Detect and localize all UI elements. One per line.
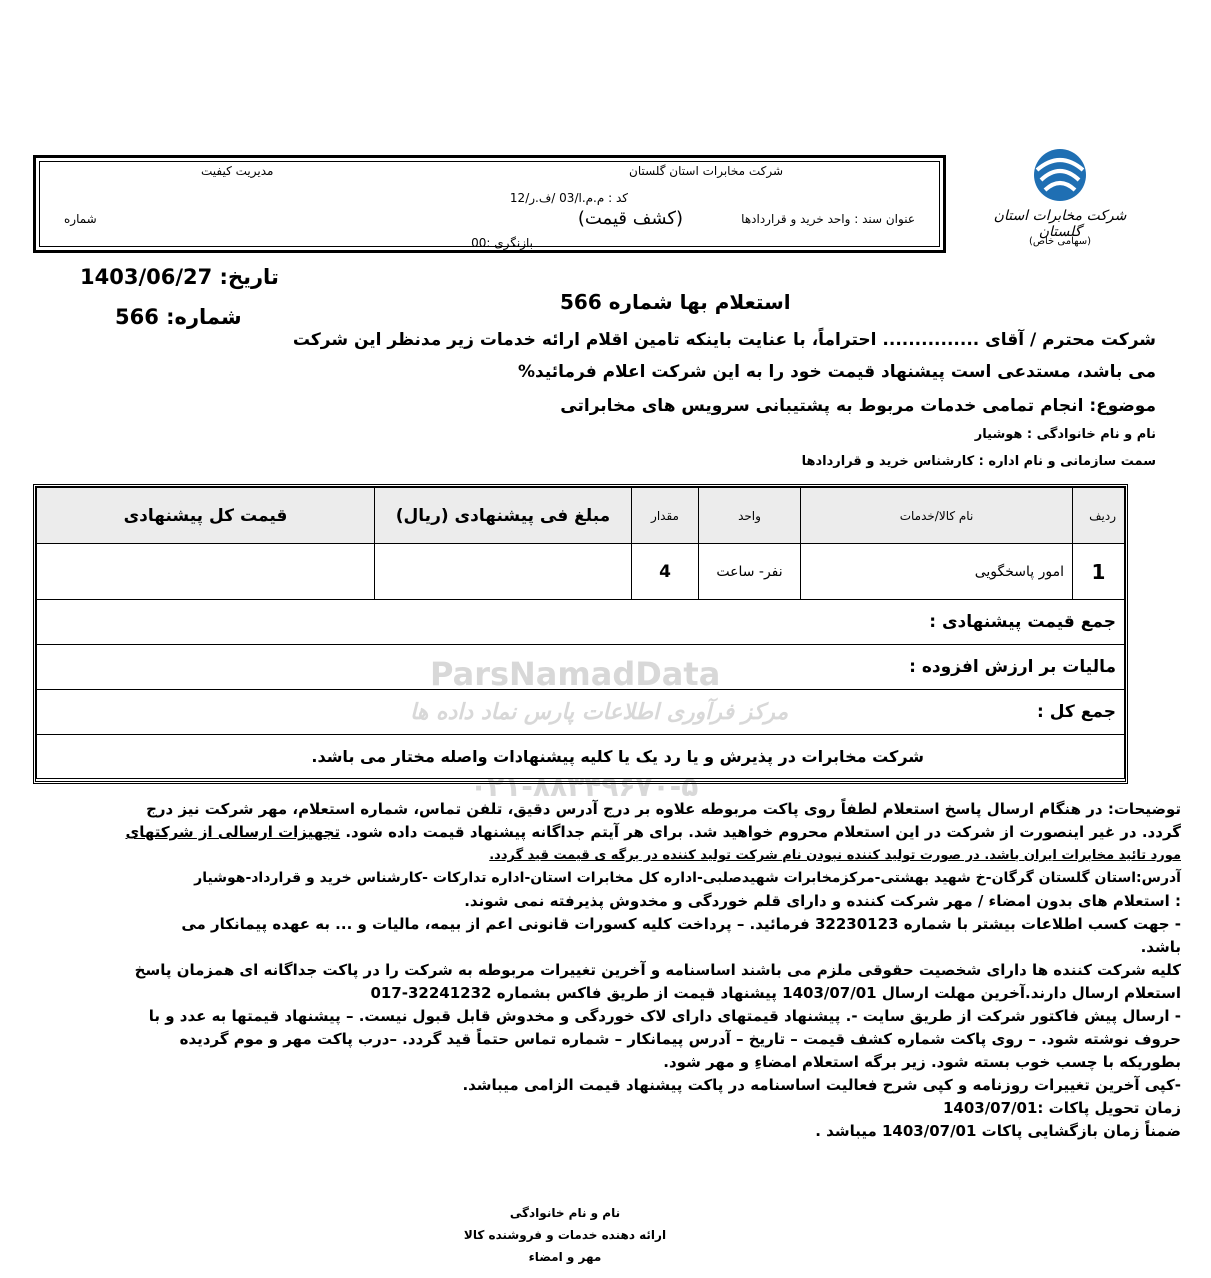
intro-line-2: می باشد، مستدعی است پیشنهاد قیمت خود را به این شرکت اعلام فرمائید% [517,362,1156,382]
note-line: ضمناً زمان بازگشایی پاکات 1403/07/01 میباشد . [815,1122,1181,1140]
doc-title: استعلام بها شماره 566 [560,290,791,314]
table-row [37,544,1125,600]
table-note: شرکت مخابرات در پذیرش و یا رد یک یا کلیه پیشنهادات واصله مختار می باشد. [37,735,1125,779]
note-line: زمان تحویل پاکات :1403/07/01 [942,1099,1181,1117]
header-company: شرکت مخابرات استان گلستان [629,164,783,178]
note-text: گردد. در غیر اینصورت از شرکت در این استعلام محروم خواهید شد. برای هر آیتم جداگانه پیشنهاد قیمت داده شود. [345,823,1181,841]
footer-provider: ارائه دهنده خدمات و فروشنده کالا [463,1228,667,1242]
grand-total-row [37,690,1125,735]
note-underlined: تجهیزات ارسالی از شرکتهای [125,823,341,841]
col-row-header: ردیف [1073,488,1125,544]
header-doc-type: (کشف قیمت) [577,208,683,229]
note-line: کلیه شرکت کننده ها دارای شخصیت حقوقی ملزم می باشند اساسنامه و آخرین تغییرات مربوطه به شرکت را در پاکت جداگانه ای همزمان پاسخ [134,961,1181,979]
vat-row [37,645,1125,690]
logo-text: شرکت مخابرات استان گلستان [993,208,1127,240]
note-line: -کپی آخرین تغییرات روزنامه و کپی شرح فعالیت اساسنامه در پاکت پیشنهاد قیمت الزامی میباشد. [462,1076,1181,1094]
company-logo [985,140,1135,260]
row-number: 1 [1073,544,1125,600]
logo-sub: (سهامی خاص) [1028,236,1092,247]
price-table [33,484,1128,784]
footer-signature: مهر و امضاء [528,1250,602,1264]
note-line: استعلام ارسال دارند.آخرین مهلت ارسال 1403/07/01 پیشنهاد قیمت از طریق فاکس بشماره 32241232-017 [370,984,1181,1002]
header-revision: بازنگری :00 [471,236,533,250]
header-doc-title: عنوان سند : واحد خرید و قراردادها [741,212,915,226]
col-unit-header: واحد [699,488,801,544]
intro-position: سمت سازمانی و نام اداره : کارشناس خرید و قراردادها [801,454,1156,469]
note-line: - ارسال پیش فاکتور شرکت از طریق سایت -. پیشنهاد قیمتهای دارای لاک خوردگی و مخدوش قابل قبول نیست. – پیشنهاد قیمتها به عدد و با [148,1007,1181,1025]
watermark-phone: ۰۲۱-۸۸۳۴۹۶۷۰-۵ [470,770,699,803]
note-line: توضیحات: در هنگام ارسال پاسخ استعلام لطفاً روی پاکت مربوطه علاوه بر درج آدرس دقیق، تلفن تماس، شماره استعلام، مهر شرکت نیز درج [146,800,1181,818]
col-qty-header: مقدار [632,488,699,544]
row-unit: نفر- ساعت [699,544,801,600]
col-total-header: قیمت کل پیشنهادی [37,488,375,544]
note-line: حروف نوشته شود. – روی پاکت شماره کشف قیمت – تاریخ – آدرس پیمانکار – شماره تماس حتماً قید گردد. –درب پاکت مهر و موم گردیده [179,1030,1181,1048]
doc-number: شماره: 566 [115,305,242,329]
intro-line-1: شرکت محترم / آقای ............... احتراماً، با عنایت باینکه تامین اقلام ارائه خدمات زیر مدنظر این شرکت [292,330,1156,350]
col-item-header: نام کالا/خدمات [801,488,1073,544]
row-unit-price[interactable] [375,544,632,600]
intro-subject: موضوع: انجام تمامی خدمات مربوط به پشتیبانی سرویس های مخابراتی [560,396,1156,416]
note-line: : استعلام های بدون امضاء / مهر شرکت کننده و دارای قلم خوردگی و مخدوش پذیرفته نمی شوند. [464,892,1181,910]
note-line: باشد. [1140,938,1181,956]
col-unit-price-header: مبلغ فی پیشنهادی (ریال) [375,488,632,544]
row-item: امور پاسخگویی [801,544,1073,600]
grand-total-label: جمع کل : [37,690,1125,735]
document-header [33,155,946,253]
footer-name: نام و نام خانوادگی [509,1206,621,1220]
note-line [21,821,1181,844]
header-code: کد : م.م.ا/03 /ف.ر/12 [509,191,628,205]
sum-label: جمع قیمت پیشنهادی : [37,600,1125,645]
note-line: - جهت کسب اطلاعات بیشتر با شماره 32230123 فرمائید. – پرداخت کلیه کسورات قانونی اعم از بیمه، مالیات و ... به عهده پیمانکار می [181,915,1181,933]
header-department: مدیریت کیفیت [201,164,274,178]
watermark-tagline: مرکز فرآوری اطلاعات پارس نماد داده ها [410,700,789,725]
intro-name: نام و نام خانوادگی : هوشیار [974,427,1156,442]
table-note-row [37,735,1125,779]
header-number-label: شماره [64,212,97,226]
note-line: آدرس:استان گلستان گرگان-خ شهید بهشتی-مرکزمخابرات شهیدصلبی-اداره کل مخابرات استان-اداره تدارکات -کارشناس خرید و قرارداد-هوشیار [194,870,1181,886]
sum-row [37,600,1125,645]
vat-label: مالیات بر ارزش افزوده : [37,645,1125,690]
doc-date: تاریخ: 1403/06/27 [80,265,279,289]
note-line: بطوریکه با چسب خوب بسته شود. زیر برگه استعلام امضاءِ و مهر شود. [663,1053,1181,1071]
row-qty: 4 [632,544,699,600]
note-line: مورد تائید مخابرات ایران باشد. در صورت تولید کننده نبودن نام شرکت تولید کننده در برگه ی قیمت قید گردد. [489,848,1181,863]
row-total[interactable] [37,544,375,600]
watermark-brand: ParsNamadData [430,655,721,693]
notes-block [21,798,1181,1143]
table-header-row [37,488,1125,544]
